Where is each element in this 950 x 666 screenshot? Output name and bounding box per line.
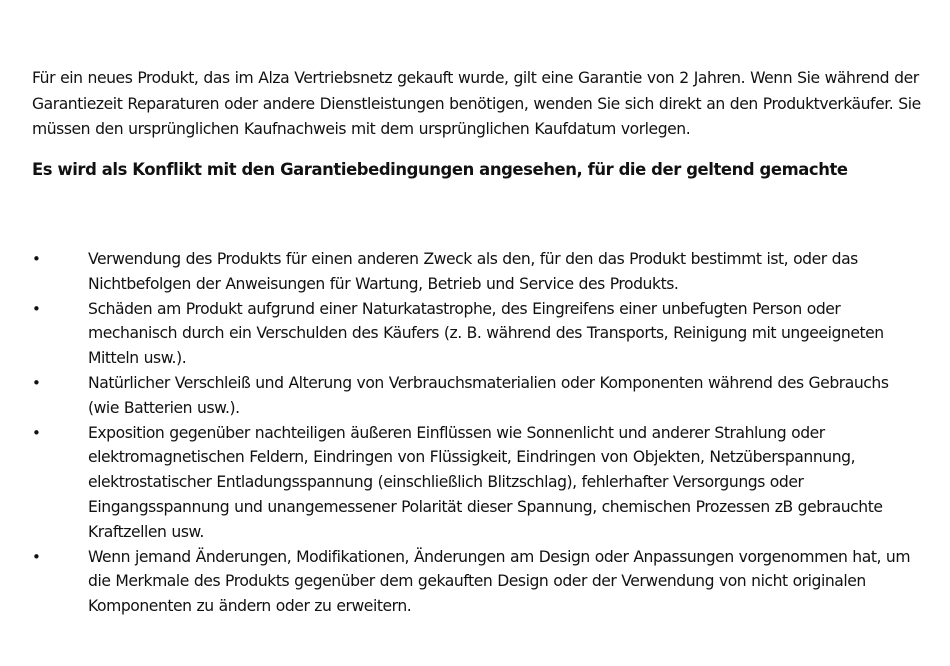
list-item-text: Natürlicher Verschleiß und Alterung von Verbrauchsmaterialien oder Komponenten während des Gebrauchs (wie Batterien usw.). (88, 373, 889, 417)
bullet-icon: • (32, 547, 41, 566)
bullet-icon: • (32, 423, 41, 442)
bullet-icon: • (32, 373, 41, 392)
warranty-document (32, 66, 922, 616)
list-item (32, 371, 922, 421)
list-item (32, 545, 922, 619)
list-item-text: Verwendung des Produkts für einen anderen Zweck als den, für den das Produkt bestimmt ist, oder das Nichtbefolgen der Anweisungen für Wartung, Betrieb und Service des Produkts. (88, 250, 858, 293)
conditions-heading: Es wird als Konflikt mit den Garantiebedingungen angesehen, für die der geltend gemachte (32, 159, 848, 179)
list-item (32, 247, 922, 297)
exclusion-list (32, 247, 922, 619)
list-item (32, 297, 922, 371)
list-item (32, 421, 922, 545)
list-item-text: Exposition gegenüber nachteiligen äußeren Einflüssen wie Sonnenlicht und anderer Strahlung oder elektromagnetischen Feldern, Eindringen von Flüssigkeit, Eindringen von Objekten, Netzüberspannung, elektrostatischer Entladungsspannung (einschließlich Blitzschlag), fehlerhafter Versorgungs oder Eingangsspannung und unangemessener Polarität dieser Spannung, chemischen Prozessen zB gebrauchte Kraftzellen usw. (88, 423, 883, 541)
bullet-icon: • (32, 250, 41, 268)
intro-paragraph: Für ein neues Produkt, das im Alza Vertriebsnetz gekauft wurde, gilt eine Garantie von 2 Jahren. Wenn Sie während der Garantiezeit Reparaturen oder andere Dienstleistungen benötigen, wenden Sie sich direkt an den Produktverkäufer. Sie müssen den ursprünglichen Kaufnachweis mit dem ursprünglichen Kaufdatum vorlegen. (32, 69, 921, 138)
bullet-icon: • (32, 299, 41, 318)
list-item-text: Schäden am Produkt aufgrund einer Naturkatastrophe, des Eingreifens einer unbefugten Person oder mechanisch durch ein Verschulden des Käufers (z. B. während des Transports, Reinigung mit ungeeigneten Mitteln usw.). (88, 299, 884, 368)
list-item-text: Wenn jemand Änderungen, Modifikationen, Änderungen am Design oder Anpassungen vorgenommen hat, um die Merkmale des Produkts gegenüber dem gekauften Design oder der Verwendung von nicht originalen Komponenten zu ändern oder zu erweitern. (88, 547, 911, 616)
